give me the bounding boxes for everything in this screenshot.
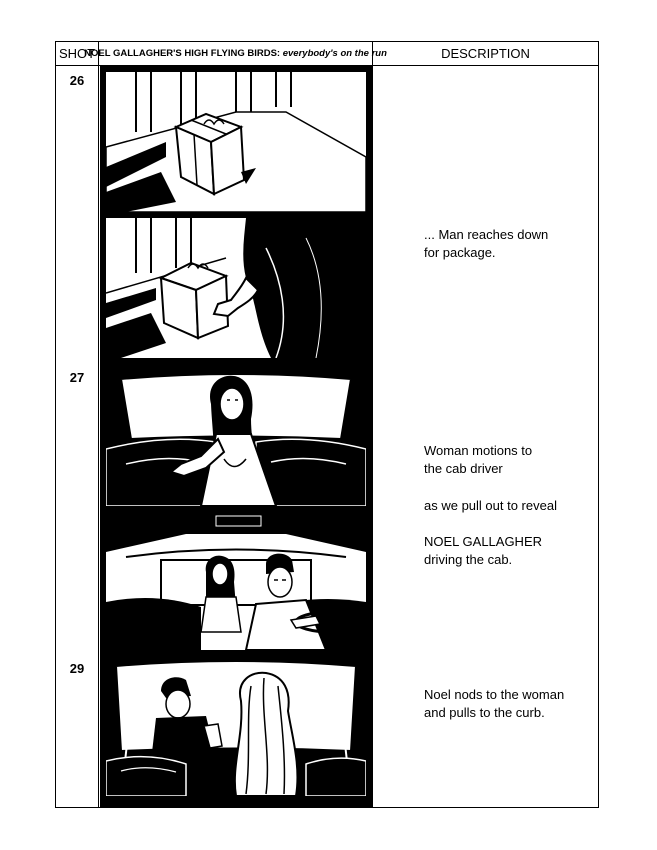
storyboard-strip (100, 66, 372, 808)
description-block (424, 442, 594, 478)
panel-drawing-woman-motions (106, 364, 366, 506)
description-block (424, 226, 594, 262)
storyboard-panel (106, 364, 366, 506)
storyboard-title (84, 42, 387, 65)
description-line: as we pull out to reveal (424, 498, 557, 513)
panel-drawing-package (106, 72, 366, 212)
storyboard-panel (106, 218, 366, 358)
storyboard-panel (106, 72, 366, 212)
shot-number: 29 (69, 661, 85, 676)
description-line: and pulls to the curb. (424, 705, 545, 720)
description-line: NOEL GALLAGHER (424, 534, 543, 549)
panel-drawing-noel-driving (106, 512, 366, 650)
description-block (424, 533, 594, 569)
description-line: for package. (424, 245, 496, 260)
shot-number: 27 (69, 370, 85, 385)
description-header-label: DESCRIPTION (441, 46, 530, 61)
shot-column (55, 41, 99, 808)
storyboard-panel (106, 512, 366, 650)
storyboard-panel (106, 656, 366, 796)
description-line: the cab driver (424, 461, 503, 476)
description-block (424, 497, 594, 515)
title-italic: everybody's on the run (282, 48, 387, 59)
description-line: Noel nods to the woman (424, 687, 565, 702)
shot-header-label: SHOT (58, 46, 96, 61)
description-line: driving the cab. (424, 552, 513, 567)
panel-drawing-man-reaching (106, 218, 366, 358)
description-line: ... Man reaches down (424, 227, 549, 242)
shot-number: 26 (69, 73, 85, 88)
description-header (373, 42, 598, 65)
description-block (424, 686, 594, 722)
title-main: NOEL GALLAGHER'S HIGH FLYING BIRDS: (84, 48, 281, 59)
panel-drawing-noel-nods (106, 656, 366, 796)
description-line: Woman motions to (424, 443, 533, 458)
